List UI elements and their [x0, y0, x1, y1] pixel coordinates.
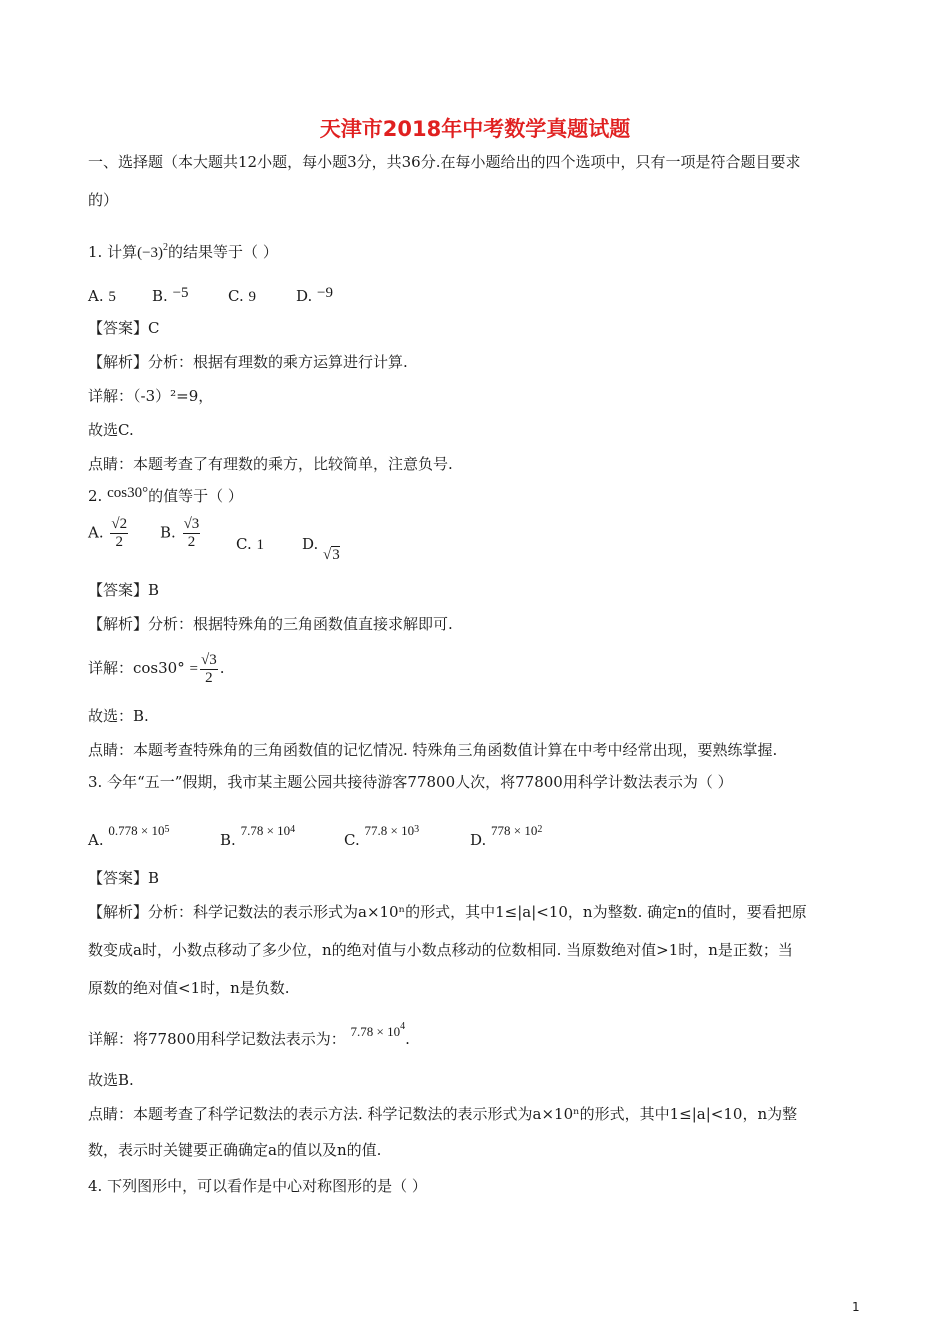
- q2-option-d-radical: √: [323, 547, 332, 563]
- page-title: 天津市2018年中考数学真题试题: [319, 117, 631, 141]
- q2-option-c-value: 1: [256, 537, 264, 553]
- q3-answer: 【答案】B: [88, 869, 160, 887]
- q3-option-b-exp: 4: [290, 824, 296, 835]
- q3-option-a: [88, 820, 170, 849]
- q2-stem: [88, 486, 243, 507]
- q1-analysis: 【解析】分析：根据有理数的乘方运算进行计算.: [88, 353, 408, 371]
- q2-option-c-label: C.: [236, 535, 252, 553]
- q2-option-a: [88, 516, 130, 551]
- section-heading-line1: 一、选择题（本大题共12小题，每小题3分，共36分.在每小题给出的四个选项中，只有一项是符合题目要求: [88, 153, 801, 171]
- q2-detail-fraction: [200, 652, 218, 687]
- q2-prefix: 2.: [88, 487, 103, 505]
- q1-option-a: [88, 286, 116, 307]
- q3-option-a-label: A.: [88, 831, 104, 849]
- q3-option-c: [344, 820, 420, 849]
- q3-stem: 3. 今年“五一”假期，我市某主题公园共接待游客77800人次，将77800用科学计数法表示为（ ）: [88, 773, 733, 791]
- q2-choose: 故选：B.: [88, 707, 149, 725]
- q2-option-d: [302, 534, 340, 563]
- q1-prefix: 1. 计算: [88, 243, 138, 261]
- q3-analysis-line3: 原数的绝对值<1时，n是负数.: [88, 979, 290, 997]
- q1-option-c-value: 9: [248, 289, 256, 305]
- q1-option-d-value: −9: [317, 285, 334, 301]
- q1-suffix: 的结果等于（ ）: [168, 243, 278, 261]
- q2-option-b-fraction: [183, 516, 201, 551]
- q2-option-a-label: A.: [88, 523, 104, 542]
- q2-option-c: [236, 534, 264, 555]
- q2-option-a-fraction: [110, 516, 128, 551]
- page-number: 1: [852, 1300, 860, 1314]
- q1-option-d-label: D.: [296, 287, 313, 305]
- q3-option-d-exp: 2: [537, 824, 543, 835]
- q3-detail-prefix: 详解：将77800用科学记数法表示为：: [88, 1030, 346, 1048]
- q3-option-c-base: 77.8 × 10: [364, 823, 415, 838]
- q3-note-line1: 点睛：本题考查了科学记数法的表示方法. 科学记数法的表示形式为a×10ⁿ的形式，其中1≤|a|<10，n为整: [88, 1105, 798, 1123]
- q2-option-d-label: D.: [302, 535, 319, 553]
- q1-option-b: [152, 286, 189, 307]
- q3-option-d: [470, 820, 543, 849]
- q3-choose: 故选B.: [88, 1071, 134, 1089]
- q1-expr-exp: 2: [163, 242, 169, 253]
- q2-expr: cos30°: [107, 485, 149, 501]
- q3-option-d-base: 778 × 10: [491, 823, 538, 838]
- q1-choose: 故选C.: [88, 421, 134, 439]
- q2-option-a-denominator: 2: [115, 534, 123, 550]
- q3-analysis-line2: 数变成a时，小数点移动了多少位，n的绝对值与小数点移动的位数相同. 当原数绝对值>1时，n是正数；当: [88, 941, 793, 959]
- q2-detail-end: .: [219, 659, 225, 677]
- section-heading-line2: 的）: [88, 191, 119, 209]
- q3-detail-base: 7.78 × 10: [350, 1024, 401, 1039]
- q3-detail: [88, 1020, 410, 1055]
- q3-option-c-exp: 3: [414, 824, 420, 835]
- q3-option-b-base: 7.78 × 10: [240, 823, 291, 838]
- q1-option-c-label: C.: [228, 287, 244, 305]
- q2-detail-numerator: √3: [200, 651, 217, 668]
- q2-answer: 【答案】B: [88, 581, 160, 599]
- q1-answer: 【答案】C: [88, 319, 160, 337]
- q1-option-b-value: −5: [172, 285, 189, 301]
- q3-detail-exp: 4: [400, 1021, 406, 1032]
- q2-detail-prefix: 详解：cos30°: [88, 659, 185, 677]
- q2-option-b-label: B.: [160, 523, 176, 542]
- q3-option-d-label: D.: [470, 831, 487, 849]
- q2-option-d-value: [323, 545, 340, 565]
- q1-option-a-value: 5: [108, 289, 116, 305]
- q2-detail-eq: =: [189, 661, 198, 677]
- q1-option-b-label: B.: [152, 287, 168, 305]
- q1-option-d: [296, 286, 333, 307]
- q3-option-b: [220, 820, 296, 849]
- q2-analysis: 【解析】分析：根据特殊角的三角函数值直接求解即可.: [88, 615, 453, 633]
- q2-detail-denominator: 2: [205, 669, 213, 686]
- q3-option-b-label: B.: [220, 831, 236, 849]
- q2-note: 点睛：本题考查特殊角的三角函数值的记忆情况. 特殊角三角函数值计算在中考中经常出现，要熟练掌握.: [88, 741, 778, 759]
- q1-option-c: [228, 286, 256, 307]
- q2-option-b-denominator: 2: [187, 534, 196, 550]
- q3-detail-end: .: [405, 1030, 410, 1048]
- q1-detail: 详解：（-3）²=9，: [88, 387, 214, 405]
- q2-detail: [88, 648, 224, 689]
- q3-analysis-line1: 【解析】分析：科学记数法的表示形式为a×10ⁿ的形式，其中1≤|a|<10，n为整数. 确定n的值时，要看把原: [88, 903, 807, 921]
- q3-option-a-base: 0.778 × 10: [108, 823, 165, 838]
- q2-option-b: [160, 516, 202, 551]
- q1-option-a-label: A.: [88, 287, 104, 305]
- q2-option-d-radicand: 3: [332, 547, 340, 563]
- q4-stem: 4. 下列图形中，可以看作是中心对称图形的是（ ）: [88, 1177, 427, 1195]
- q1-expr-base: (−3): [137, 245, 164, 261]
- q3-note-line2: 数，表示时关键要正确确定a的值以及n的值.: [88, 1141, 382, 1159]
- q3-option-c-label: C.: [344, 831, 360, 849]
- q2-suffix: 的值等于（ ）: [148, 487, 243, 505]
- q2-option-b-numerator: √3: [183, 516, 200, 532]
- q2-option-a-numerator: √2: [111, 516, 128, 532]
- q3-option-a-exp: 5: [164, 824, 170, 835]
- q1-note: 点睛：本题考查了有理数的乘方，比较简单，注意负号.: [88, 455, 453, 473]
- q1-stem: [88, 238, 278, 263]
